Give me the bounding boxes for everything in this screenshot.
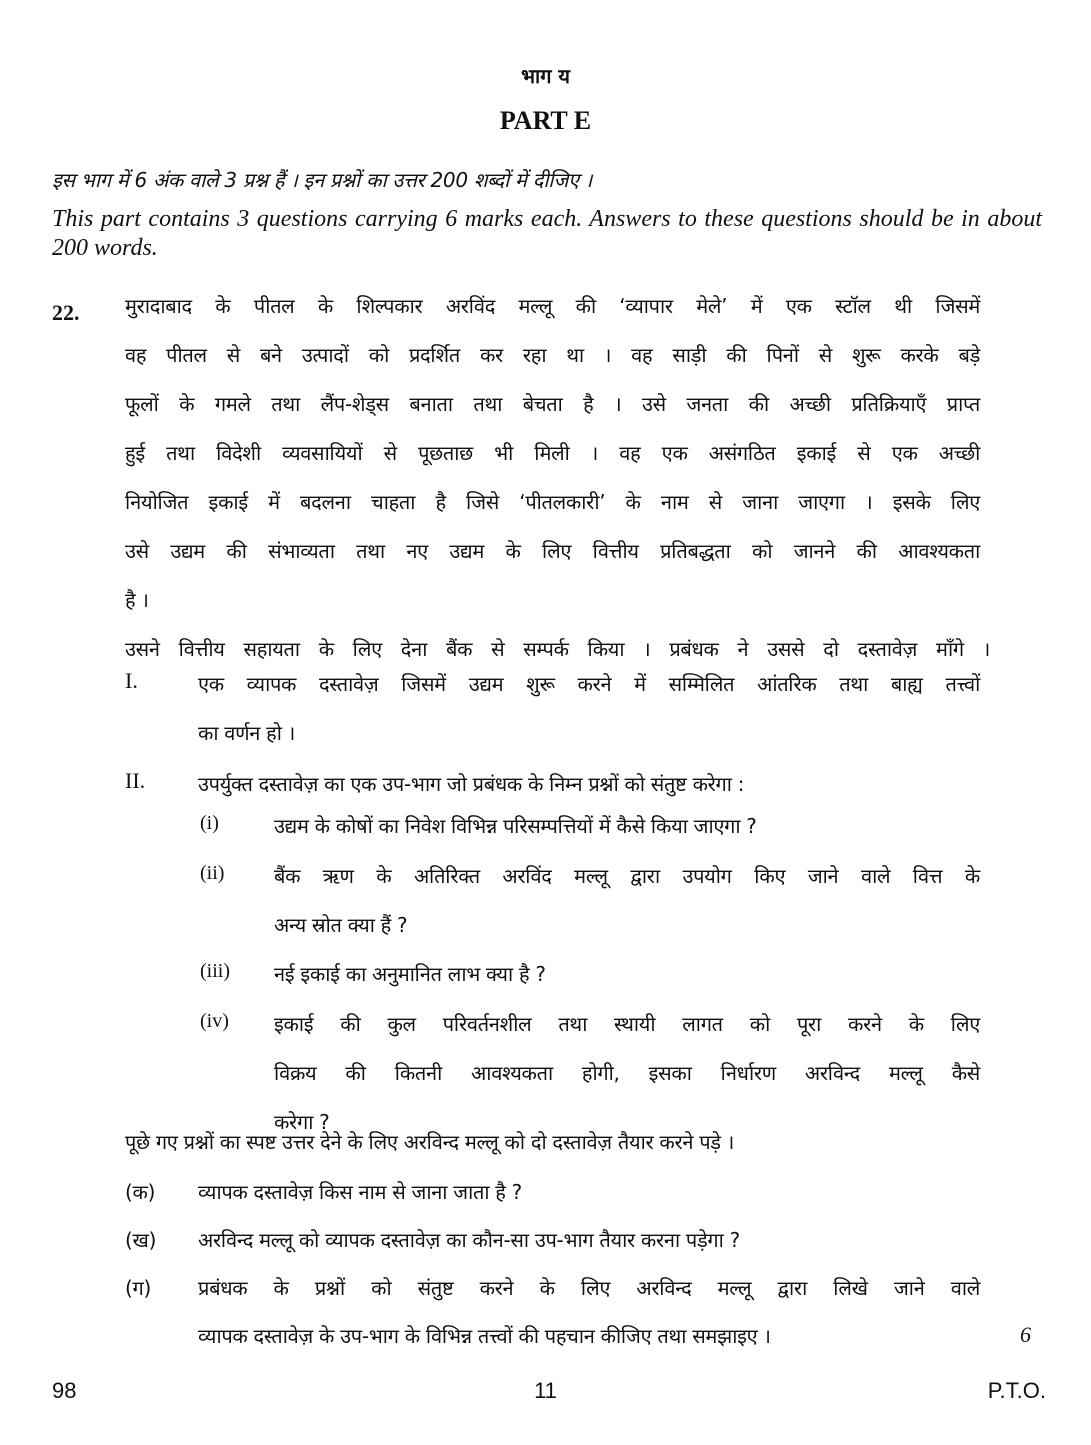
paragraph-line: फूलों के गमले तथा लैंप-शेड्स बनाता तथा बेचता है । उसे जनता की अच्छी प्रतिक्रियाएँ प्राप्त	[125, 392, 980, 416]
part-line: अरविन्द मल्लू को व्यापक दस्तावेज़ का कौन-सा उप-भाग तैयार करना पड़ेगा ?	[198, 1228, 740, 1252]
document-label-ii: II.	[125, 768, 146, 793]
paragraph-line: मुरादाबाद के पीतल के शिल्पकार अरविंद मल्लू की ‘व्यापार मेले’ में एक स्टॉल थी जिसमें	[125, 294, 980, 318]
part-label-ga: (ग)	[125, 1276, 151, 1300]
question-number: 22.	[52, 300, 80, 325]
part-label-ka: (क)	[125, 1180, 156, 1204]
part-line: प्रबंधक के प्रश्नों को संतुष्ट करने के लिए अरविन्द मल्लू द्वारा लिखे जाने वाले	[198, 1276, 980, 1300]
followup-line: पूछे गए प्रश्नों का स्पष्ट उत्तर देने के लिए अरविन्द मल्लू को दो दस्तावेज़ तैयार करने पड़े ।	[125, 1130, 734, 1154]
subquestion-label: (i)	[200, 812, 219, 834]
subquestion-line: नई इकाई का अनुमानित लाभ क्या है ?	[274, 962, 546, 986]
marks: 6	[1020, 1322, 1031, 1347]
subquestion-line: विक्रय की कितनी आवश्यकता होगी, इसका निर्धारण अरविन्द मल्लू कैसे	[274, 1061, 980, 1085]
please-turn-over: P.T.O.	[987, 1378, 1046, 1403]
subquestion-line: उद्यम के कोषों का निवेश विभिन्न परिसम्पत्तियों में कैसे किया जाएगा ?	[274, 814, 757, 838]
subquestion-label: (iii)	[200, 960, 230, 982]
page-number: 11	[534, 1378, 557, 1403]
part-label-kha: (ख)	[125, 1228, 157, 1252]
part-line: व्यापक दस्तावेज़ के उप-भाग के विभिन्न तत्त्वों की पहचान कीजिए तथा समझाइए ।	[198, 1324, 771, 1348]
subquestion-label: (ii)	[200, 862, 225, 884]
part-line: व्यापक दस्तावेज़ किस नाम से जाना जाता है ?	[198, 1180, 522, 1204]
paragraph-line: उसे उद्यम की संभाव्यता तथा नए उद्यम के लिए वित्तीय प्रतिबद्धता को जानने की आवश्यकता	[125, 539, 980, 563]
part-title-english: PART E	[499, 106, 592, 135]
paragraph-line: हुई तथा विदेशी व्यवसायियों से पूछताछ भी मिली । वह एक असंगठित इकाई से एक अच्छी	[125, 441, 980, 465]
document-line: उपर्युक्त दस्तावेज़ का एक उप-भाग जो प्रबंधक के निम्न प्रश्नों को संतुष्ट करेगा :	[198, 772, 745, 796]
subquestion-line: बैंक ऋण के अतिरिक्त अरविंद मल्लू द्वारा उपयोग किए जाने वाले वित्त के	[274, 864, 980, 888]
subquestion-line: इकाई की कुल परिवर्तनशील तथा स्थायी लागत को पूरा करने के लिए	[274, 1012, 980, 1036]
subquestion-label: (iv)	[200, 1010, 229, 1032]
instructions-hindi: इस भाग में 6 अंक वाले 3 प्रश्न हैं । इन प्रश्नों का उत्तर 200 शब्दों में दीजिए ।	[52, 168, 593, 192]
part-title-hindi: भाग य	[520, 64, 571, 88]
paragraph-line: नियोजित इकाई में बदलना चाहता है जिसे ‘पीतलकारी’ के नाम से जाना जाएगा । इसके लिए	[125, 490, 980, 514]
paragraph-line: वह पीतल से बने उत्पादों को प्रदर्शित कर रहा था । वह साड़ी की पिनों से शुरू करके बड़े	[125, 343, 980, 367]
paragraph-line: है ।	[125, 588, 149, 612]
instructions-english: This part contains 3 questions carrying 6 marks each. Answers to these questions should be in about 200 words.	[52, 206, 1042, 261]
subquestion-line: अन्य स्रोत क्या हैं ?	[274, 913, 408, 937]
bank-contact-line: उसने वित्तीय सहायता के लिए देना बैंक से सम्पर्क किया । प्रबंधक ने उससे दो दस्तावेज़ माँगे ।	[125, 637, 990, 661]
document-label-i: I.	[125, 668, 138, 693]
subquestion-line: करेगा ?	[274, 1110, 330, 1134]
document-line: एक व्यापक दस्तावेज़ जिसमें उद्यम शुरू करने में सम्मिलित आंतरिक तथा बाह्य तत्त्वों	[198, 672, 980, 696]
question-paper-code: 98	[52, 1378, 77, 1403]
document-line: का वर्णन हो ।	[198, 721, 295, 745]
